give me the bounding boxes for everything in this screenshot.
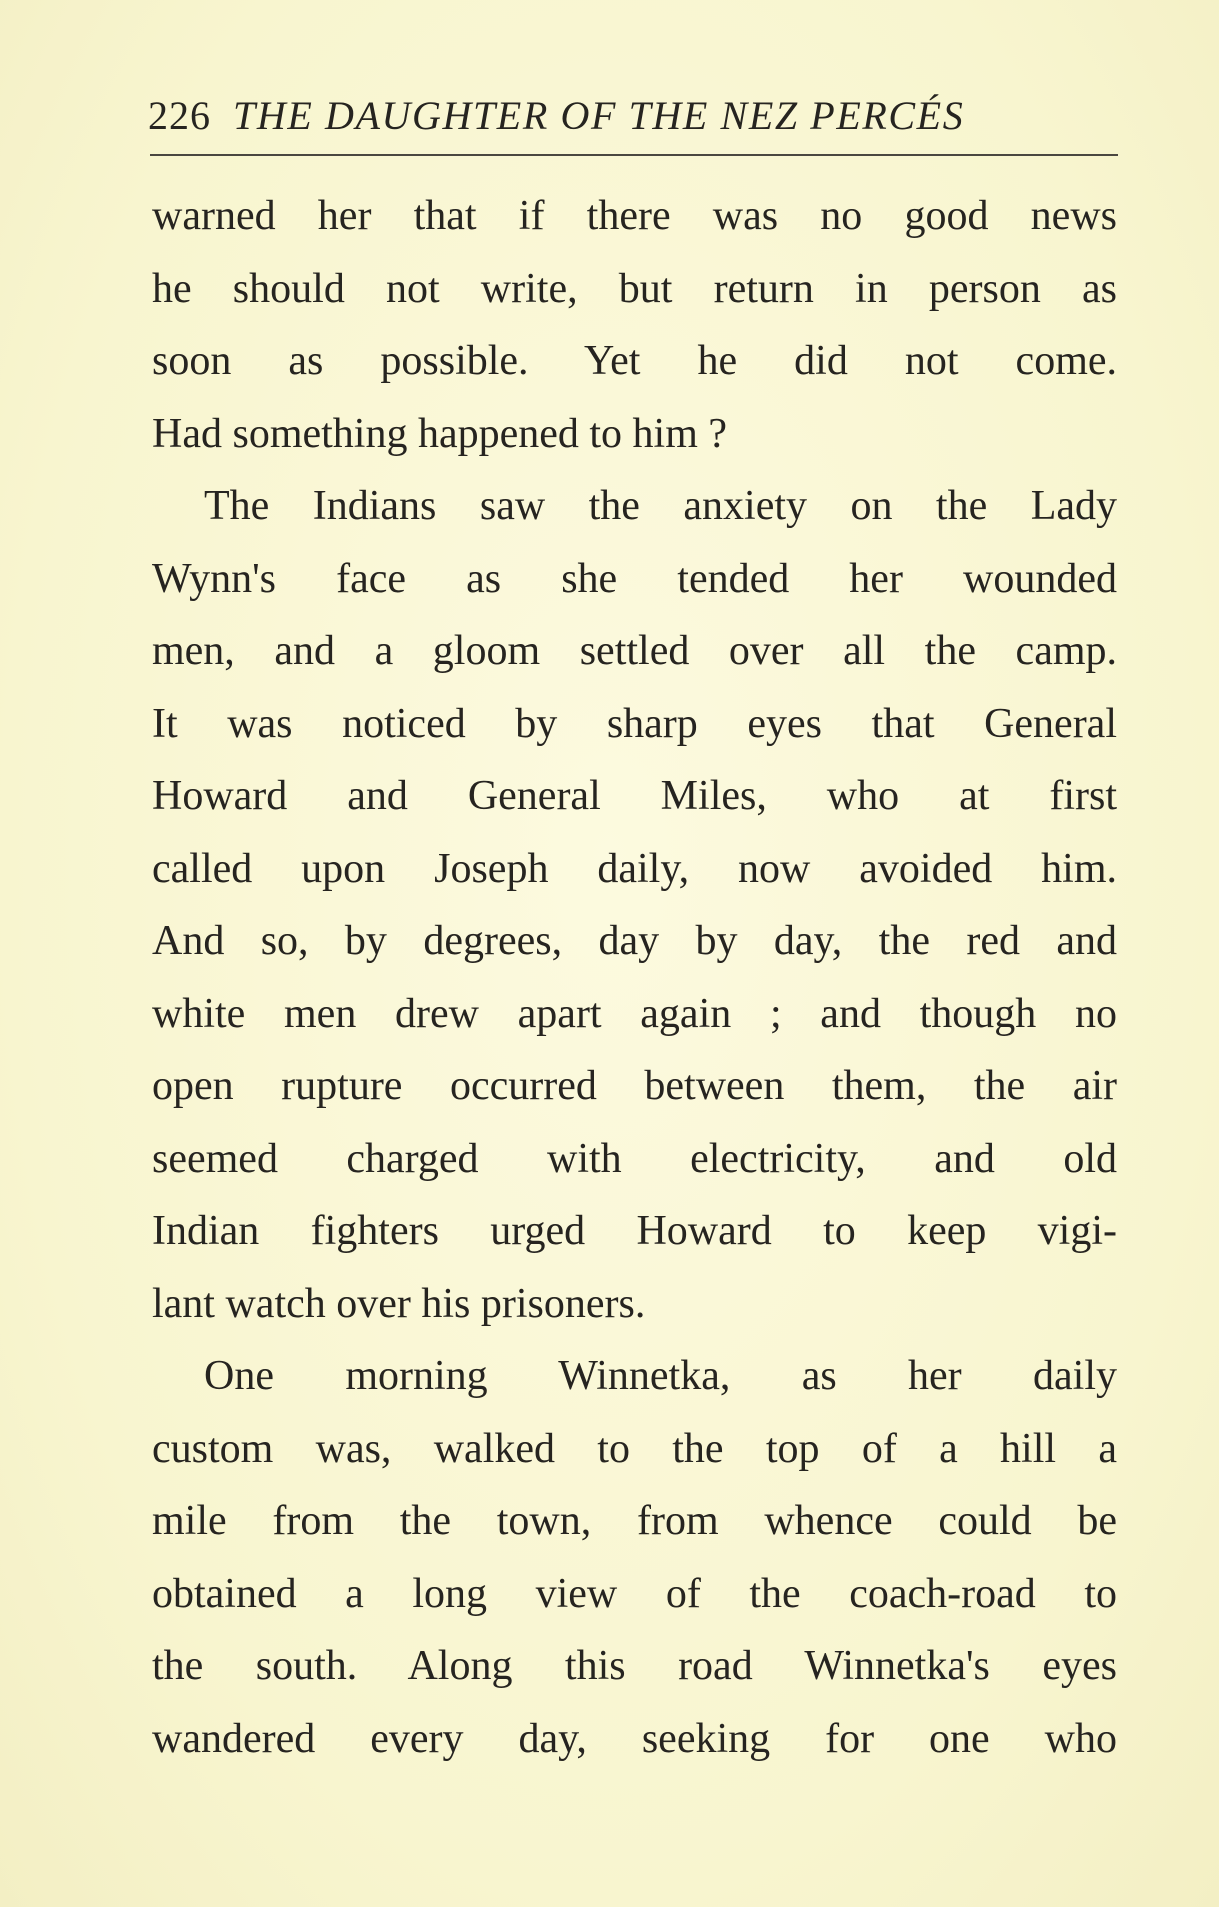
text-line: Wynn's face as she tended her wounded: [152, 555, 1117, 602]
text-line: open rupture occurred between them, the air: [152, 1063, 1117, 1109]
text-line: soon as possible. Yet he did not come.: [152, 338, 1117, 384]
text-line: called upon Joseph daily, now avoided him.: [152, 845, 1117, 892]
text-line: men, and a gloom settled over all the camp.: [152, 628, 1117, 674]
body-text: [152, 180, 1117, 1775]
text-line: Had something happened to him ?: [152, 410, 728, 457]
running-head: [148, 88, 1118, 144]
text-line: seemed charged with electricity, and old: [152, 1135, 1117, 1182]
text-line: wandered every day, seeking for one who: [152, 1715, 1117, 1762]
header-rule: [150, 154, 1118, 156]
text-line: custom was, walked to the top of a hill a: [152, 1425, 1117, 1472]
text-line: the south. Along this road Winnetka's eyes: [152, 1643, 1117, 1689]
text-line: he should not write, but return in person as: [152, 265, 1117, 312]
text-line: obtained a long view of the coach-road to: [152, 1570, 1117, 1617]
text-line: One morning Winnetka, as her daily: [204, 1353, 1117, 1399]
text-line: And so, by degrees, day by day, the red and: [152, 918, 1117, 964]
text-line: mile from the town, from whence could be: [152, 1498, 1117, 1544]
text-line: Howard and General Miles, who at first: [152, 773, 1117, 819]
running-title: THE DAUGHTER OF THE NEZ PERCÉS: [233, 93, 965, 138]
text-line: white men drew apart again ; and though no: [152, 990, 1117, 1037]
text-line: warned her that if there was no good news: [152, 193, 1117, 239]
page-number: 226: [148, 93, 211, 138]
text-line: Indian fighters urged Howard to keep vigi-: [152, 1208, 1117, 1254]
text-line: lant watch over his prisoners.: [152, 1280, 646, 1327]
text-line: The Indians saw the anxiety on the Lady: [204, 483, 1117, 529]
text-line: It was noticed by sharp eyes that General: [152, 700, 1117, 747]
